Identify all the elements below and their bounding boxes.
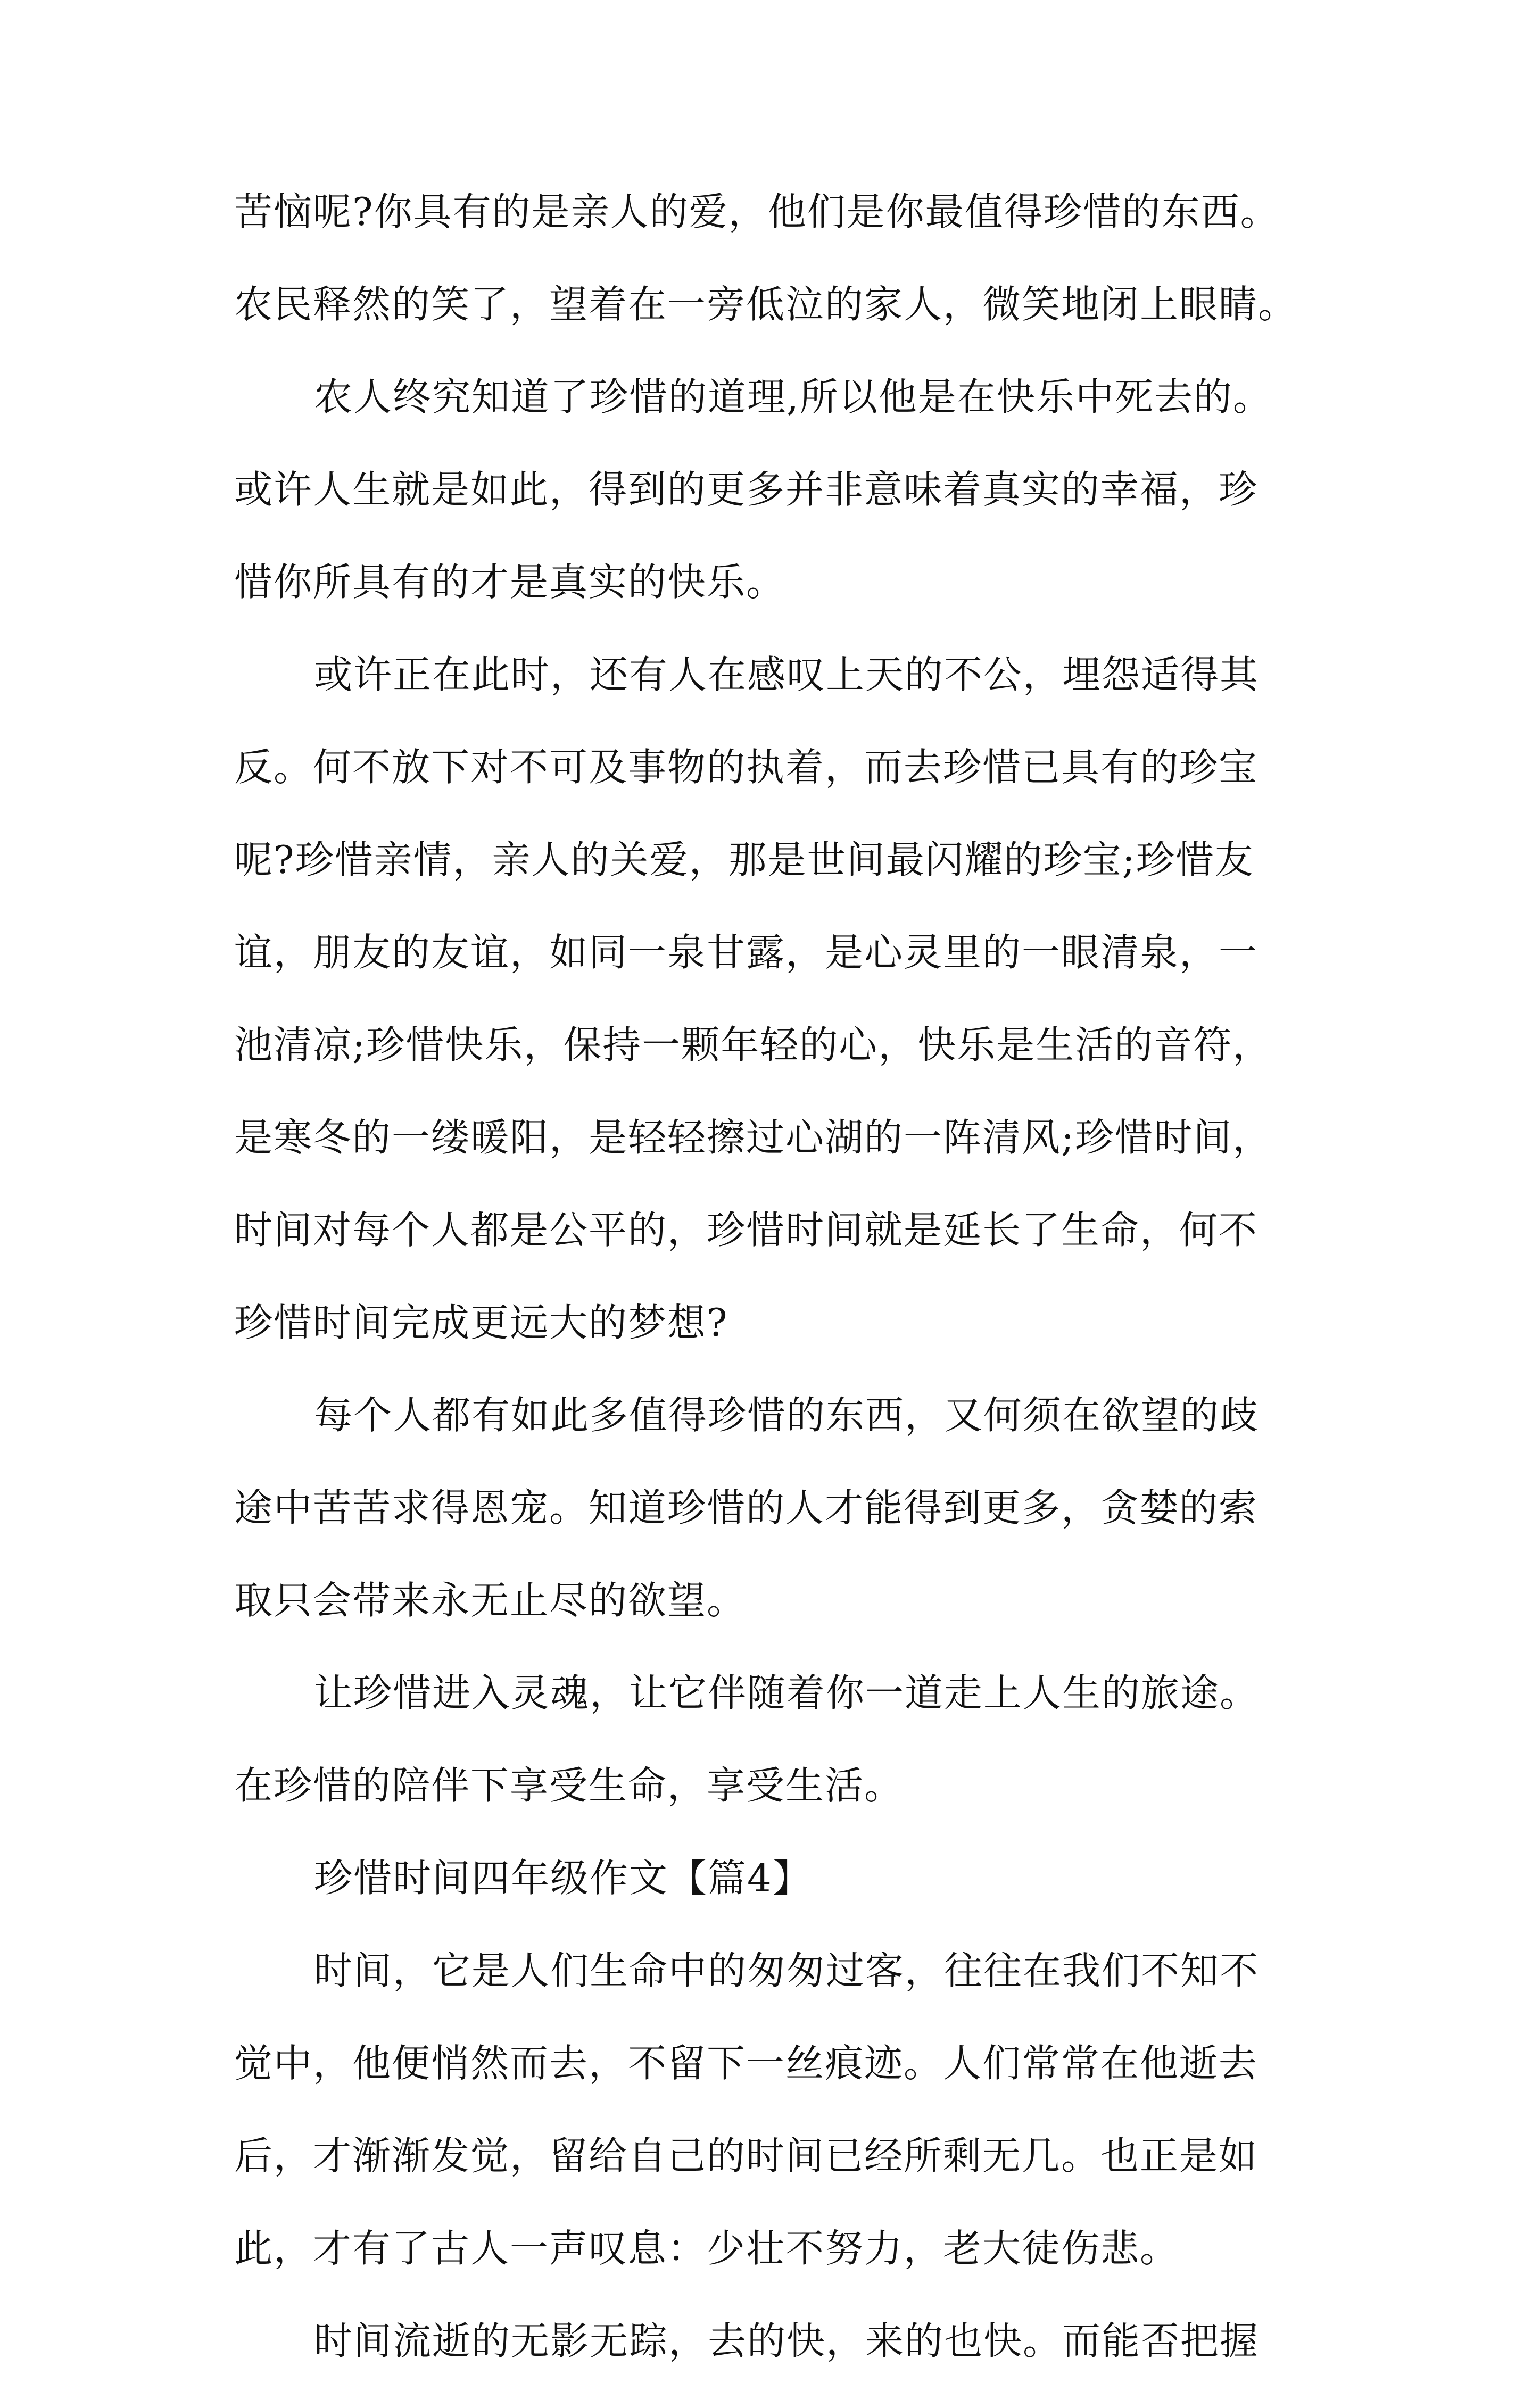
paragraph-start-line: 时间流逝的无影无踪，去的快，来的也快。而能否把握	[314, 2319, 1260, 2363]
text-line: 取只会带来永无止尽的欲望。	[234, 1578, 747, 1623]
text-line: 池清凉;珍惜快乐，保持一颗年轻的心，快乐是生活的音符，	[234, 1023, 1272, 1067]
text-line: 苦恼呢?你具有的是亲人的爱，他们是你最值得珍惜的东西。	[234, 189, 1280, 234]
text-line: 农民释然的笑了，望着在一旁低泣的家人，微笑地闭上眼睛。	[234, 282, 1298, 327]
text-line: 珍惜时间完成更远大的梦想?	[234, 1300, 728, 1345]
text-line: 途中苦苦求得恩宠。知道珍惜的人才能得到更多，贪婪的索	[234, 1485, 1259, 1530]
paragraph-start-line: 或许正在此时，还有人在感叹上天的不公，埋怨适得其	[314, 652, 1260, 697]
text-line: 此，才有了古人一声叹息：少壮不努力，老大徒伤悲。	[234, 2226, 1180, 2271]
text-line: 时间对每个人都是公平的，珍惜时间就是延长了生命，何不	[234, 1208, 1259, 1252]
paragraph-start-line: 时间，它是人们生命中的匆匆过客，往往在我们不知不	[314, 1948, 1260, 1993]
text-line: 惜你所具有的才是真实的快乐。	[234, 560, 786, 604]
text-line: 在珍惜的陪伴下享受生命，享受生活。	[234, 1763, 904, 1808]
document-body	[234, 186, 1362, 2408]
text-line: 反。何不放下对不可及事物的执着，而去珍惜已具有的珍宝	[234, 745, 1259, 790]
section-heading: 珍惜时间四年级作文【篇4】	[314, 1856, 812, 1900]
paragraph-start-line: 每个人都有如此多值得珍惜的东西，又何须在欲望的歧	[314, 1393, 1260, 1438]
text-line: 是寒冬的一缕暖阳，是轻轻擦过心湖的一阵清风;珍惜时间，	[234, 1115, 1272, 1160]
text-line: 谊，朋友的友谊，如同一泉甘露，是心灵里的一眼清泉，一	[234, 930, 1259, 975]
text-line: 呢?珍惜亲情，亲人的关爱，那是世间最闪耀的珍宝;珍惜友	[234, 837, 1254, 882]
text-line: 觉中，他便悄然而去，不留下一丝痕迹。人们常常在他逝去	[234, 2041, 1259, 2086]
paragraph-start-line: 农人终究知道了珍惜的道理,所以他是在快乐中死去的。	[314, 375, 1272, 419]
paragraph-start-line: 让珍惜进入灵魂，让它伴随着你一道走上人生的旅途。	[314, 1671, 1260, 1715]
text-line: 后，才渐渐发觉，留给自己的时间已经所剩无几。也正是如	[234, 2133, 1259, 2178]
text-line: 或许人生就是如此，得到的更多并非意味着真实的幸福，珍	[234, 467, 1259, 512]
